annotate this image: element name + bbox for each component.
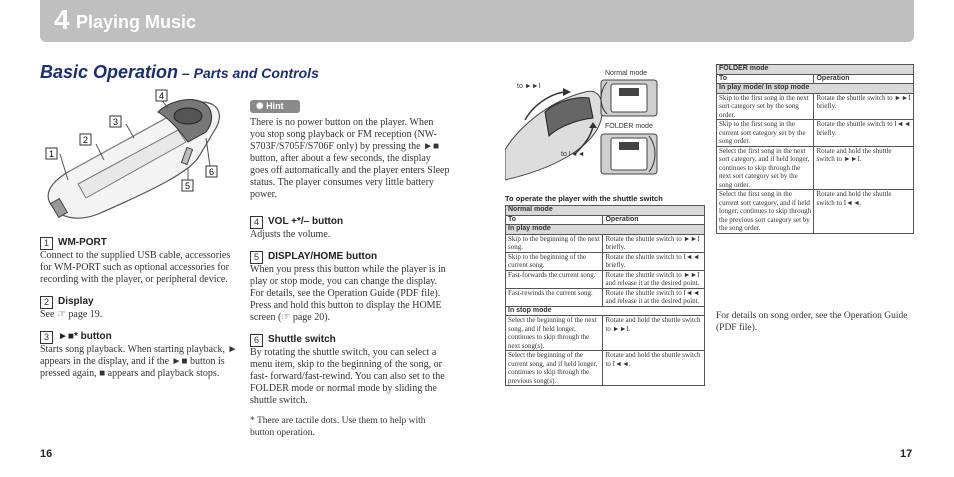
items-column-middle [250, 211, 452, 439]
item-text: Adjusts the volume. [250, 229, 331, 240]
table-row: Skip to the first song in the next sort category set by the song order. Rotate the shuttle switch to ►►I briefly. [717, 93, 914, 120]
item-label: Shuttle switch [268, 334, 336, 345]
lightbulb-icon: ✺ [256, 101, 264, 111]
item-label: WM-PORT [58, 237, 107, 248]
col-header-operation: Operation [814, 74, 914, 84]
section-header: In play mode [506, 225, 705, 235]
details-note: For details on song order, see the Operation Guide (PDF file). [716, 311, 908, 333]
item-display: 2 Display See ☞ page 19. [40, 291, 240, 321]
item-text: By rotating the shuttle switch, you can select a menu item, skip to the beginning of the song, or fast- forward/fast-rewind. You can also set to the FOLDER mode or normal mode by sliding the shuttle switch. [250, 347, 445, 406]
col-header-to: To [717, 74, 814, 84]
table-row: Select the first song in the current sort category, and if held longer, continues to skip through the previous sort category set by the song order. Rotate and hold the shuttle switch to I◄◄. [717, 190, 914, 234]
callout-1: 1 [48, 149, 55, 159]
col-header-operation: Operation [603, 215, 705, 225]
page-number-right: 17 [900, 448, 913, 460]
to-prev-label: to I◄◄ [561, 151, 585, 158]
item-label: DISPLAY/HOME button [268, 251, 378, 262]
item-wm-port: 1 WM-PORT Connect to the supplied USB cable, accessories for WM-PORT such as optional accessories for recording with the player, or peripheral device. [40, 232, 240, 286]
item-text: See ☞ page 19. [40, 309, 103, 320]
normal-mode-label: Normal mode [605, 70, 648, 77]
table-row: Select the first song in the next sort category, and if held longer, continues to skip through the next sort category set by the song order. Rotate and hold the shuttle switch to ►►I. [717, 146, 914, 190]
items-column-left [40, 232, 240, 380]
normal-mode-table [505, 205, 705, 386]
section-heading-sub: – Parts and Controls [178, 65, 319, 81]
chapter-number: 4 [54, 4, 70, 35]
section-header: In stop mode [506, 306, 705, 316]
table-row: Fast-forwards the current song. Rotate the shuttle switch to ►►I and release it at the desired point. [506, 270, 705, 288]
callout-2: 2 [82, 135, 89, 145]
player-illustration [38, 88, 238, 223]
shuttle-diagram [505, 62, 705, 190]
page-number-left: 16 [40, 448, 53, 460]
hint-badge: ✺ Hint [250, 100, 300, 113]
chapter-banner [40, 0, 914, 42]
callout-5: 5 [184, 181, 191, 191]
table-row: Select the beginning of the current song, and if held longer, continues to skip through the previous song(s). Rotate and hold the shuttle switch to I◄◄. [506, 351, 705, 386]
table-row: Skip to the first song in the current sort category set by the song order. Rotate the shuttle switch to I◄◄ briefly. [717, 120, 914, 147]
table-row: Fast-rewinds the current song. Rotate the shuttle switch to I◄◄ and release it at the desired point. [506, 288, 705, 306]
folder-mode-table [716, 64, 914, 234]
section-heading-main: Basic Operation [40, 62, 179, 82]
footnote: * There are tactile dots. Use them to help with button operation. [250, 416, 426, 438]
item-label: ►■* button [58, 331, 112, 342]
callout-3: 3 [112, 117, 119, 127]
item-shuttle-switch: 6 Shuttle switch By rotating the shuttle switch, you can select a menu item, skip to the beginning of the song, or fast- forward/fast-rewind. You can also set to the FOLDER mode or normal mode by sliding the shuttle switch. [250, 329, 452, 407]
item-text: Starts song playback. When starting playback, ► appears in the display, and if the ►■ button is pressed again, ■ appears and playback stops. [40, 344, 238, 379]
shuttle-caption: To operate the player with the shuttle switch [505, 194, 663, 203]
item-text: When you press this button while the player is in play or stop mode, you can change the display. For details, see the Operation Guide (PDF file). Press and hold this button to display the HOME screen (☞ page 20). [250, 264, 446, 323]
table-title: Normal mode [506, 206, 705, 216]
item-play-button: 3 ►■* button Starts song playback. When starting playback, ► appears in the display, and if the ►■ button is pressed again, ■ appears and playback stops. [40, 326, 240, 380]
section-heading [40, 62, 319, 83]
item-label: Display [58, 296, 94, 307]
folder-mode-label: FOLDER mode [605, 123, 653, 130]
chapter-title: Playing Music [76, 12, 197, 32]
item-display-home-button: 5 DISPLAY/HOME button When you press this button while the player is in play or stop mode, you can change the display. For details, see the Operation Guide (PDF file). Press and hold this button to display the HOME screen (☞ page 20). [250, 246, 452, 324]
to-next-label: to ►►I [517, 83, 541, 90]
table-row: Skip to the beginning of the next song. Rotate the shuttle switch to ►►I briefly. [506, 234, 705, 252]
table-row: Select the beginning of the next song, and if held longer, continues to skip through the next song(s). Rotate and hold the shuttle switch to ►►I. [506, 316, 705, 351]
section-header: In play mode/ In stop mode [717, 84, 914, 94]
callout-4: 4 [158, 91, 165, 101]
callout-6: 6 [208, 167, 215, 177]
item-text: Connect to the supplied USB cable, accessories for WM-PORT such as optional accessories for recording with the player, or peripheral device. [40, 250, 231, 285]
item-label: VOL +*/– button [268, 216, 344, 227]
col-header-to: To [506, 215, 603, 225]
item-vol-button: 4 VOL +*/– button Adjusts the volume. [250, 211, 452, 241]
table-title: FOLDER mode [717, 65, 914, 75]
table-row: Skip to the beginning of the current song. Rotate the shuttle switch to I◄◄ briefly. [506, 252, 705, 270]
hint-text: There is no power button on the player. When you stop song playback or FM reception (NW-S703F/S705F/S706F only) by pressing the ►■ button, after about a few seconds, the display goes off automatically and the player enters Sleep status. The player consumes very little battery power. [250, 117, 450, 200]
